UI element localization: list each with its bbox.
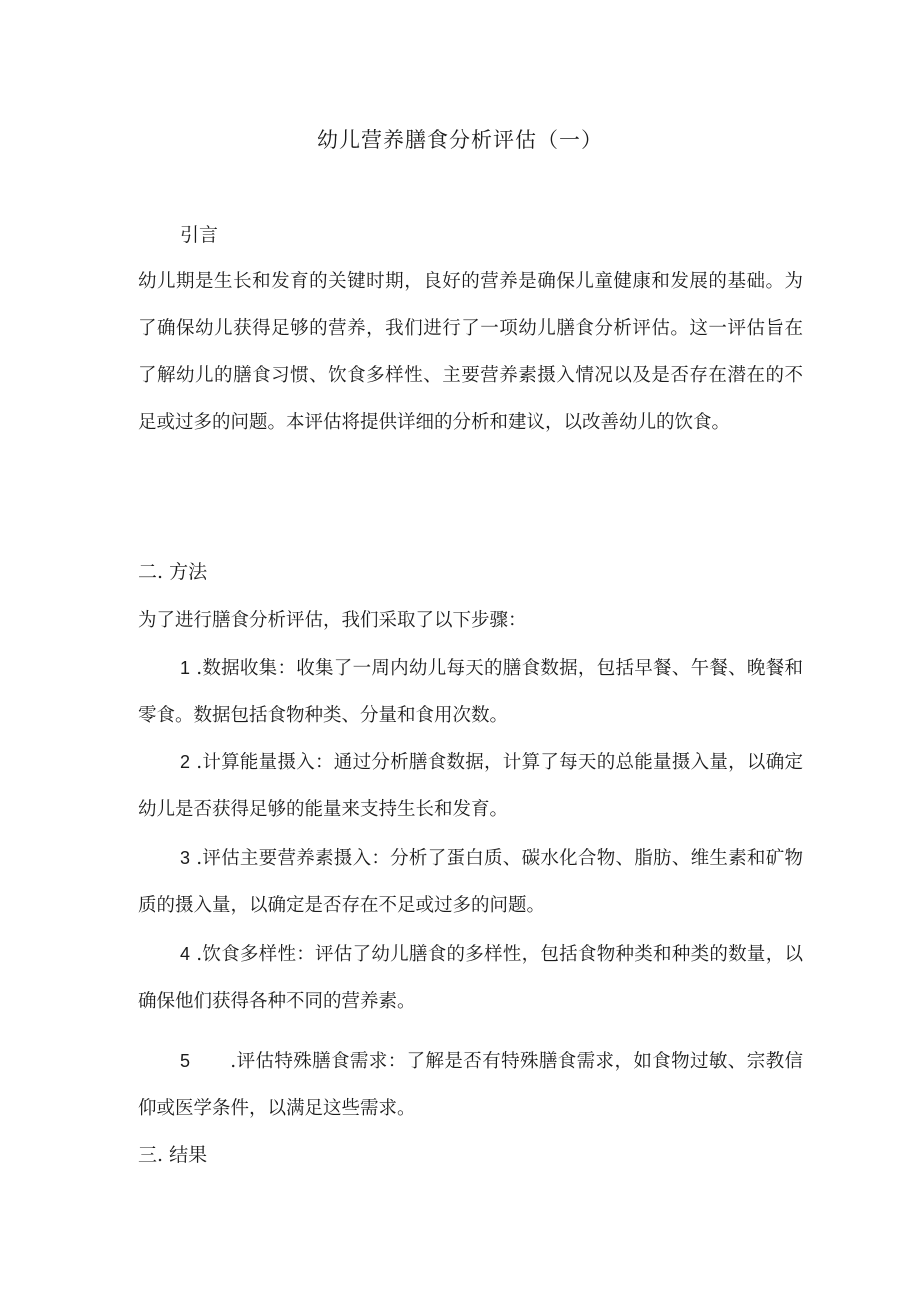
- intro-paragraph: 幼儿期是生长和发育的关键时期，良好的营养是确保儿童健康和发展的基础。为了确保幼儿获得足够的营养，我们进行了一项幼儿膳食分析评估。这一评估旨在了解幼儿的膳食习惯、饮食多样性、主要营养素摄入情况以及是否存在潜在的不足或过多的问题。本评估将提供详细的分析和建议，以改善幼儿的饮食。: [138, 271, 803, 433]
- step-number: 2: [180, 752, 191, 772]
- method-lead: 为了进行膳食分析评估，我们采取了以下步骤：: [138, 610, 527, 631]
- intro-heading: 引言: [180, 224, 219, 246]
- step-text: .饮食多样性：评估了幼儿膳食的多样性，包括食物种类和种类的数量，以确保他们获得各种不同的营养素。: [138, 944, 803, 1012]
- method-heading: 二. 方法: [138, 561, 208, 583]
- step-number: 4: [180, 944, 191, 964]
- step-text: .评估特殊膳食需求：了解是否有特殊膳食需求，如食物过敏、宗教信仰或医学条件，以满足这些需求。: [138, 1051, 803, 1119]
- step-number: 1: [180, 658, 191, 678]
- step-number: 3: [180, 848, 191, 868]
- method-step: [138, 1038, 803, 1132]
- method-step: [138, 739, 803, 833]
- results-heading: 三. 结果: [138, 1144, 208, 1166]
- step-number: 5: [180, 1051, 191, 1071]
- method-step: [138, 835, 803, 929]
- method-step: [138, 931, 803, 1025]
- document-title: 幼儿营养膳食分析评估（一）: [317, 128, 603, 152]
- step-text: .评估主要营养素摄入：分析了蛋白质、碳水化合物、脂肪、维生素和矿物质的摄入量，以确定是否存在不足或过多的问题。: [138, 848, 803, 916]
- step-text: .计算能量摄入：通过分析膳食数据，计算了每天的总能量摄入量，以确定幼儿是否获得足够的能量来支持生长和发育。: [138, 752, 803, 820]
- method-step: [138, 645, 803, 739]
- step-text: .数据收集：收集了一周内幼儿每天的膳食数据，包括早餐、午餐、晚餐和零食。数据包括食物种类、分量和食用次数。: [138, 658, 803, 726]
